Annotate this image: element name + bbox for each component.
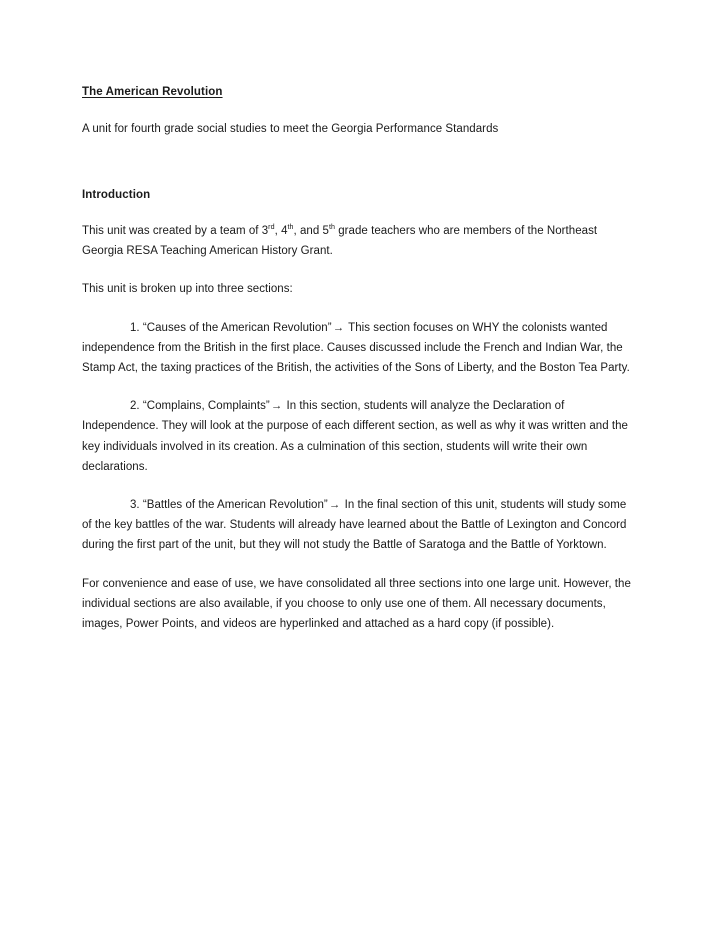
paragraph-section-item-2: [82, 396, 638, 477]
paragraph-section-item-1: [82, 318, 638, 379]
document-body: [82, 84, 638, 634]
paragraph-team-credits: [82, 221, 638, 261]
paragraph-three-sections-lead: This unit is broken up into three sections:: [82, 283, 293, 296]
document-subtitle: A unit for fourth grade social studies to meet the Georgia Performance Standards: [82, 123, 499, 135]
section-3-title: 3. “Battles of the American Revolution”: [130, 499, 328, 512]
section-heading-introduction: Introduction: [82, 189, 151, 201]
team-text-part1: This unit was created by a team of 3: [82, 225, 269, 237]
section-3-description: In the final section of this unit, students will study some of the key battles of the war. Students will already have learned about the Battle of Lexington and Concord during the first part of the unit, but they will not study the Battle of Saratoga and the Battle of Yorktown.: [82, 499, 627, 552]
team-text-part3: , and 5: [293, 225, 329, 237]
right-arrow-icon: →: [270, 400, 283, 413]
ordinal-fourth: th: [287, 223, 294, 232]
paragraph-closing-notes: For convenience and ease of use, we have consolidated all three sections into one large unit. However, the individual sections are also available, if you choose to only use one of them. All necessary documents, images, Power Points, and videos are hyperlinked and attached as a hard copy (if possible).: [82, 577, 631, 631]
document-title: The American Revolution: [82, 86, 223, 98]
team-text-part2: , 4: [274, 225, 288, 237]
section-2-title: 2. “Complains, Complaints”: [130, 400, 270, 413]
section-2-description: In this section, students will analyze the Declaration of Independence. They will look at the purpose of each different section, as well as why it was written and the key individuals involved in its creation. As a culmination of this section, students will write their own declarations.: [82, 400, 628, 473]
team-text-part4: grade teachers who are members of the Northeast Georgia RESA Teaching American History Grant.: [82, 225, 598, 258]
right-arrow-icon: →: [332, 321, 345, 334]
section-1-title: 1. “Causes of the American Revolution”: [130, 321, 332, 334]
ordinal-third: rd: [268, 223, 275, 232]
paragraph-section-item-3: [82, 495, 638, 556]
section-1-description: This section focuses on WHY the colonists wanted independence from the British in the first place. Causes discussed include the French and Indian War, the Stamp Act, the taxing practices of the British, the activities of the Sons of Liberty, and the Boston Tea Party.: [82, 321, 630, 375]
right-arrow-icon: →: [328, 499, 341, 512]
ordinal-fifth: th: [328, 223, 336, 232]
